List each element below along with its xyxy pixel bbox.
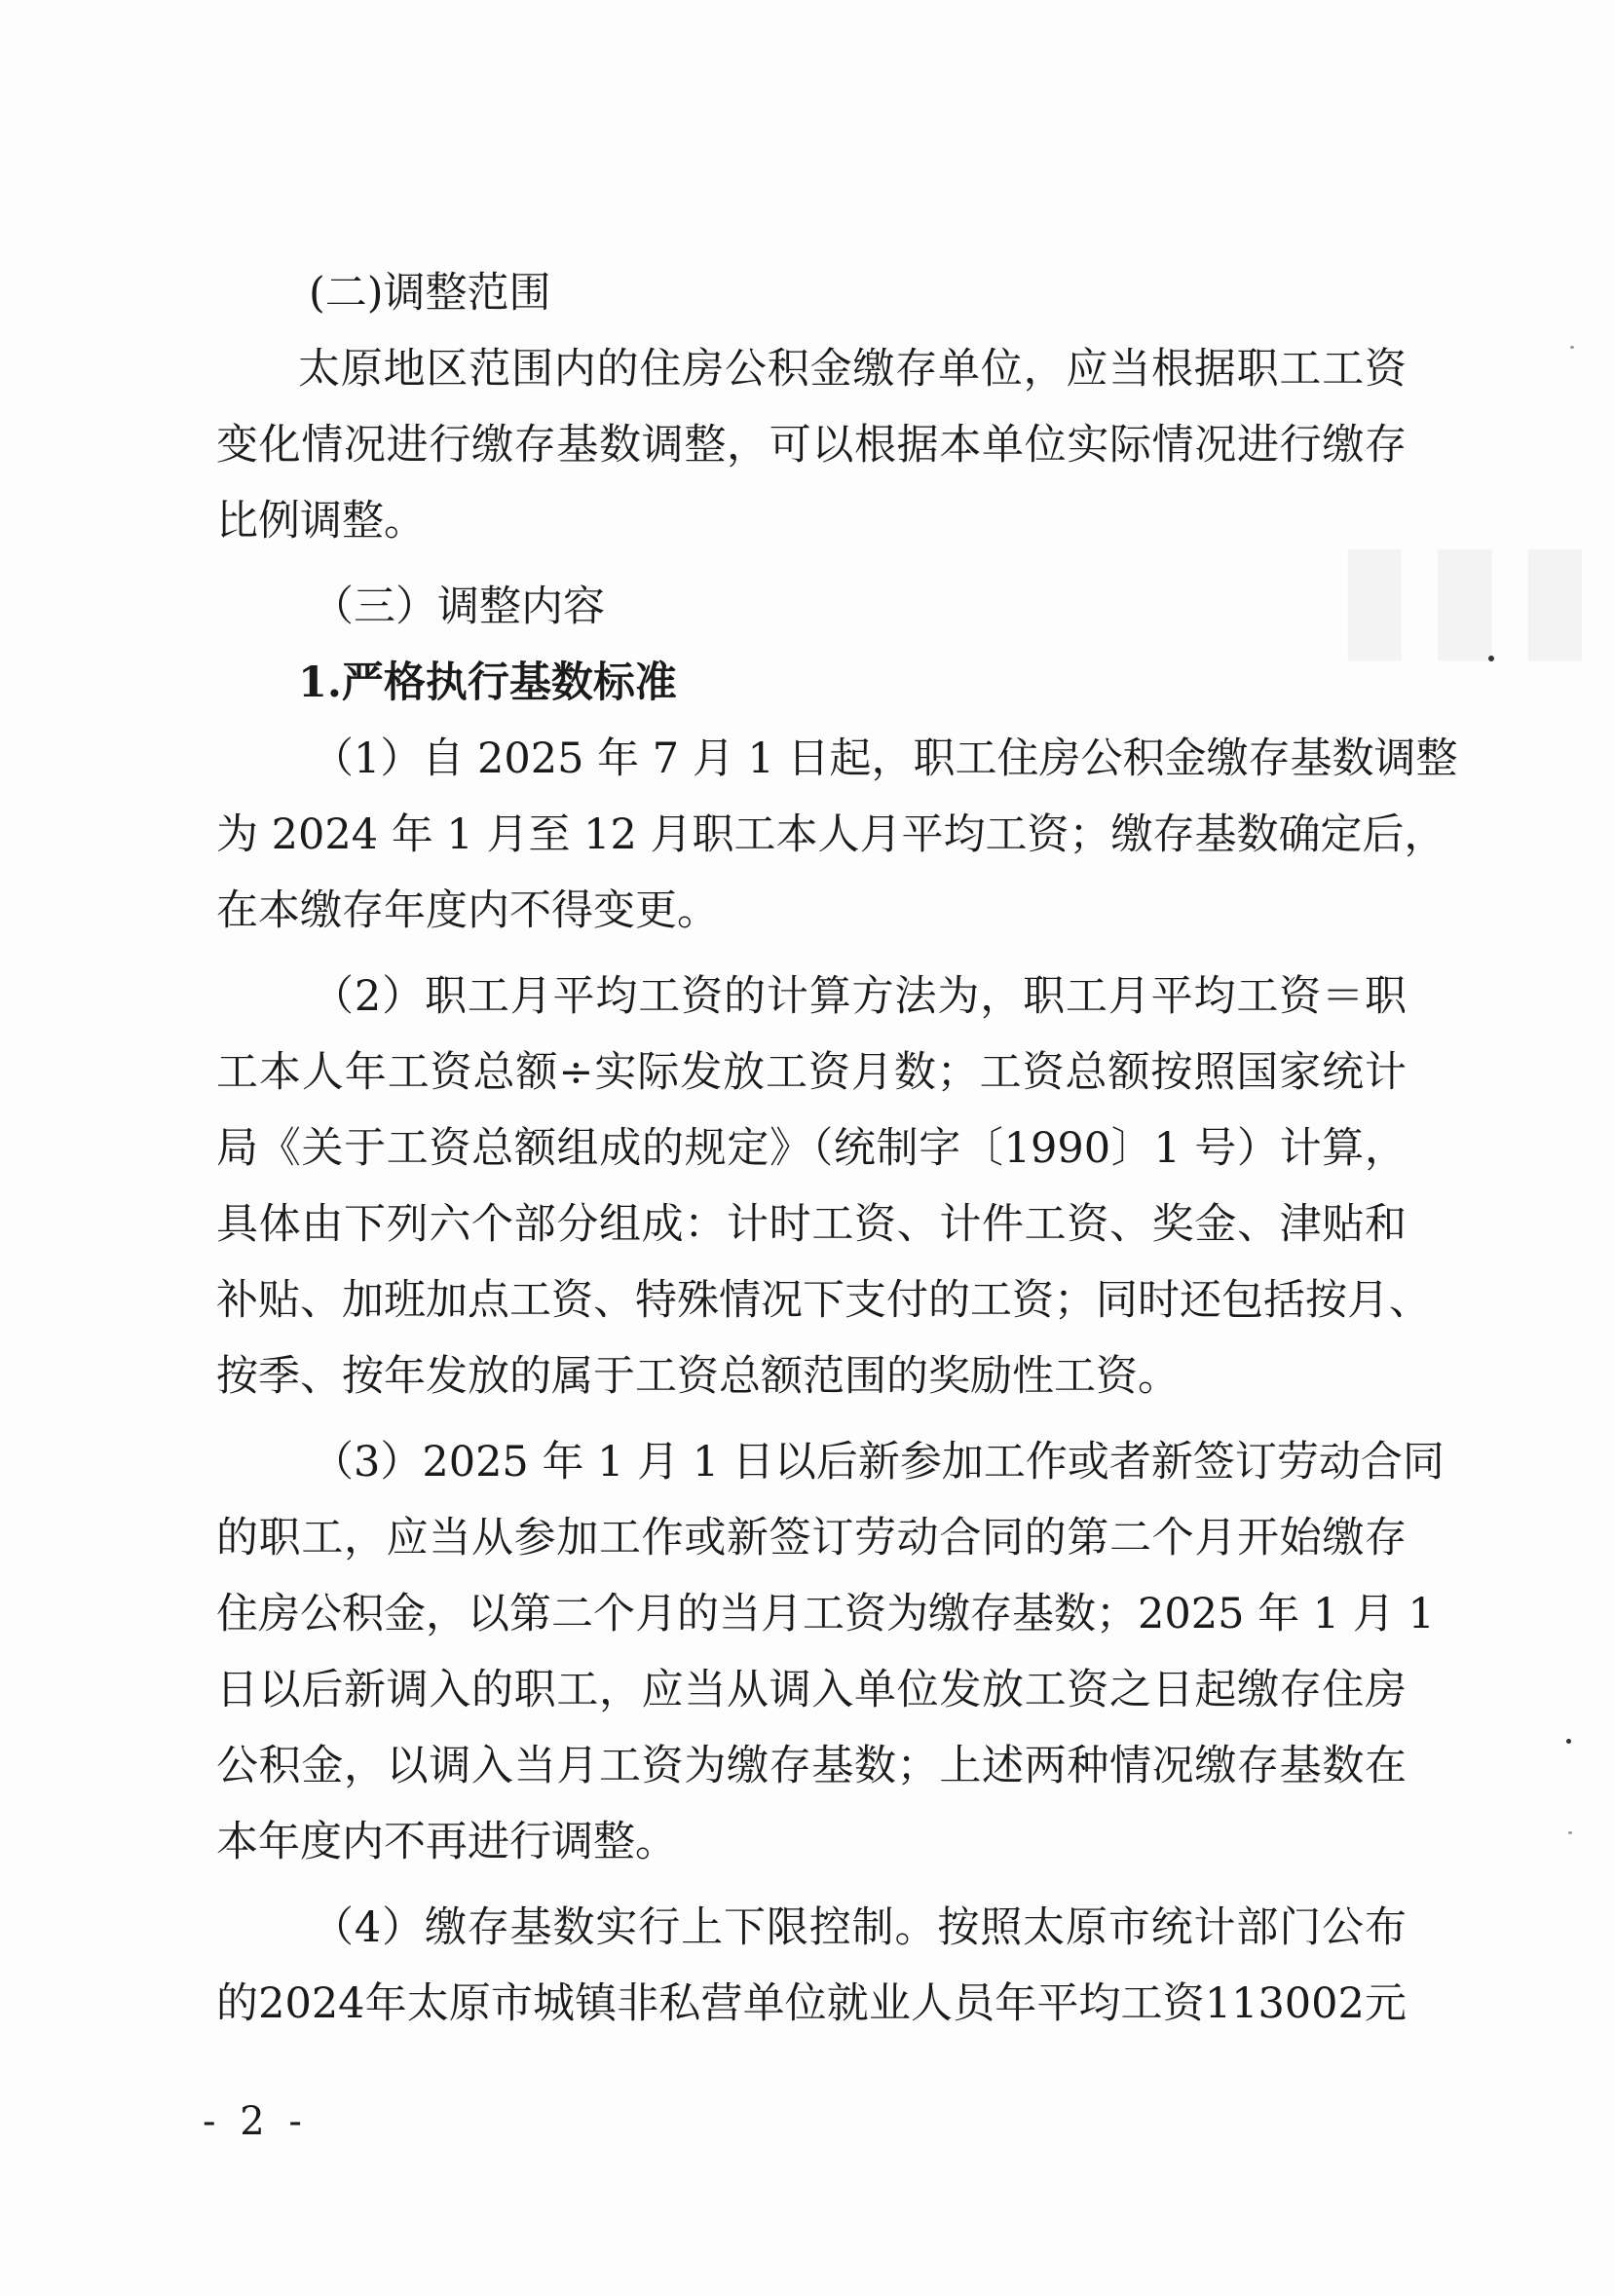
page-number: - 2 - bbox=[203, 2099, 308, 2144]
paragraph-line: 为 2024 年 1 月至 12 月职工本人月平均工资；缴存基数确定后， bbox=[216, 810, 1446, 859]
paragraph-line: 具体由下列六个部分组成：计时工资、计件工资、奖金、津贴和 bbox=[216, 1200, 1407, 1249]
paragraph-line: 按季、按年发放的属于工资总额范围的奖励性工资。 bbox=[216, 1352, 1180, 1401]
paragraph-line: 补贴、加班加点工资、特殊情况下支付的工资；同时还包括按月、 bbox=[216, 1276, 1431, 1325]
paragraph-line: 公积金，以调入当月工资为缴存基数；上述两种情况缴存基数在 bbox=[216, 1742, 1407, 1790]
paragraph-line: 局《关于工资总额组成的规定》（统制字〔1990〕1 号）计算， bbox=[216, 1124, 1407, 1173]
scan-speck bbox=[1566, 1739, 1571, 1744]
paragraph-line: 住房公积金，以第二个月的当月工资为缴存基数；2025 年 1 月 1 bbox=[216, 1590, 1435, 1638]
paragraph-line: 太原地区范围内的住房公积金缴存单位，应当根据职工工资 bbox=[298, 345, 1407, 394]
paragraph-line: 工本人年工资总额÷实际发放工资月数；工资总额按照国家统计 bbox=[216, 1048, 1407, 1097]
paragraph-line: （1）自 2025 年 7 月 1 日起，职工住房公积金缴存基数调整 bbox=[312, 734, 1458, 783]
paragraph-line: 日以后新调入的职工，应当从调入单位发放工资之日起缴存住房 bbox=[216, 1666, 1407, 1714]
section-heading-scope: (二)调整范围 bbox=[309, 269, 551, 318]
paragraph-line: 在本缴存年度内不得变更。 bbox=[216, 886, 719, 935]
paragraph-line: 比例调整。 bbox=[216, 497, 426, 546]
paragraph-line: 本年度内不再进行调整。 bbox=[216, 1818, 677, 1866]
subheading-base-standard: 1.严格执行基数标准 bbox=[298, 659, 677, 707]
scan-speck bbox=[1488, 656, 1494, 661]
body-text bbox=[216, 255, 1458, 2042]
section-heading-content: （三）调整内容 bbox=[312, 583, 605, 631]
scan-speck bbox=[1570, 346, 1574, 349]
paragraph-line: （3）2025 年 1 月 1 日以后新参加工作或者新签订劳动合同 bbox=[312, 1438, 1445, 1487]
paragraph-line: 的职工，应当从参加工作或新签订劳动合同的第二个月开始缴存 bbox=[216, 1514, 1407, 1562]
paragraph-line: 变化情况进行缴存基数调整，可以根据本单位实际情况进行缴存 bbox=[216, 421, 1407, 470]
paragraph-line: （4）缴存基数实行上下限控制。按照太原市统计部门公布 bbox=[312, 1903, 1407, 1952]
scan-speck bbox=[1568, 1831, 1572, 1834]
paragraph-line: 的2024年太原市城镇非私营单位就业人员年平均工资113002元 bbox=[216, 1979, 1407, 2028]
paragraph-line: （2）职工月平均工资的计算方法为，职工月平均工资＝职 bbox=[312, 972, 1407, 1021]
